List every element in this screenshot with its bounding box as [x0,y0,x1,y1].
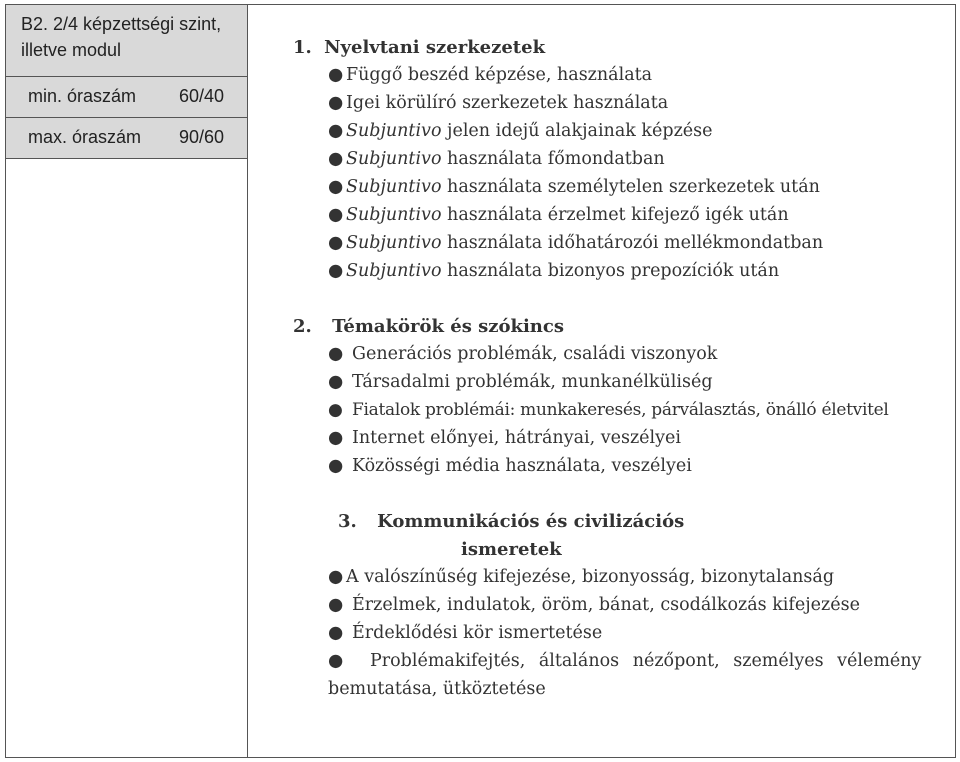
bullet-icon: ● [328,121,344,141]
list-item [328,149,665,169]
list-item [328,623,602,643]
module-title-cell [6,5,247,77]
item-text: használata főmondatban [441,149,665,169]
module-table [5,4,956,758]
list-item [328,233,823,253]
item-text: használata személytelen szerkezetek után [441,177,820,197]
bullet-icon: ● [328,651,344,671]
section-3-title [338,511,684,532]
min-hours-label: min. óraszám [28,86,137,106]
min-hours-value: 60/40 [179,86,225,106]
list-item [328,651,921,671]
item-italic: Subjuntivo [346,261,442,281]
item-text: Generációs problémák, családi viszonyok [352,344,718,364]
item-text: Igei körülíró szerkezetek használata [346,93,669,113]
max-hours-label: max. óraszám [28,127,142,147]
item-text: A valószínűség kifejezése, bizonyosság, bizonytalanság [346,567,835,587]
bullet-icon: ● [328,65,344,85]
section-1-number: 1. [293,37,312,58]
bullet-icon: ● [328,177,344,197]
section-3-heading-cont: ismeretek [461,539,562,560]
min-hours-row [6,77,247,118]
bullet-icon: ● [328,400,343,420]
item-italic: Subjuntivo [346,233,442,253]
bullet-icon: ● [328,261,344,281]
list-item-continuation: bemutatása, ütköztetése [328,679,546,699]
list-item [328,400,889,420]
item-text: használata bizonyos prepozíciók után [441,261,780,281]
bullet-icon: ● [328,149,344,169]
item-text: használata érzelmet kifejező igék után [441,205,789,225]
list-item [328,428,681,448]
bullet-icon: ● [328,428,344,448]
bullet-icon: ● [328,205,344,225]
item-italic: Subjuntivo [346,121,442,141]
list-item [328,595,860,615]
section-3-number: 3. [338,511,357,532]
list-item [328,205,789,225]
section-1-heading: Nyelvtani szerkezetek [324,37,546,58]
item-text: Közösségi média használata, veszélyei [352,456,692,476]
max-hours-value: 90/60 [179,127,225,147]
item-text: Fiatalok problémái: munkakeresés, párválasztás, önálló életvitel [352,400,889,420]
list-item [328,93,668,113]
item-text: jelen idejű alakjainak képzése [441,121,713,141]
bullet-icon: ● [328,595,344,615]
list-item [328,177,820,197]
list-item [328,65,652,85]
list-item [328,456,692,476]
module-title: B2. 2/4 képzettségi szint, illetve modul [21,14,222,60]
item-text: Internet előnyei, hátrányai, veszélyei [352,428,681,448]
bullet-icon: ● [328,623,344,643]
item-italic: Subjuntivo [346,149,442,169]
section-2-heading: Témakörök és szókincs [332,316,564,337]
list-item [328,261,779,281]
item-text: Érdeklődési kör ismertetése [352,623,603,643]
list-item [328,567,834,587]
bullet-icon: ● [328,372,344,392]
bullet-icon: ● [328,344,344,364]
list-item [328,344,717,364]
bullet-icon: ● [328,456,344,476]
section-1-title [293,37,545,58]
section-2-number: 2. [293,316,312,337]
bullet-icon: ● [328,567,344,587]
list-item [328,121,713,141]
bullet-icon: ● [328,93,344,113]
bullet-icon: ● [328,233,344,253]
content-column [248,5,955,757]
max-hours-row [6,118,247,159]
item-text: Problémakifejtés, általános nézőpont, személyes vélemény [370,651,922,671]
item-text: használata időhatározói mellékmondatban [441,233,824,253]
list-item [328,372,713,392]
module-info-column [6,5,248,757]
item-text: Társadalmi problémák, munkanélküliség [352,372,713,392]
section-3-heading: Kommunikációs és civilizációs [377,511,685,532]
item-text: Érzelmek, indulatok, öröm, bánat, csodálkozás kifejezése [352,595,860,615]
section-2-title [293,316,564,337]
item-italic: Subjuntivo [346,205,442,225]
item-text: Függő beszéd képzése, használata [346,65,653,85]
item-italic: Subjuntivo [346,177,442,197]
